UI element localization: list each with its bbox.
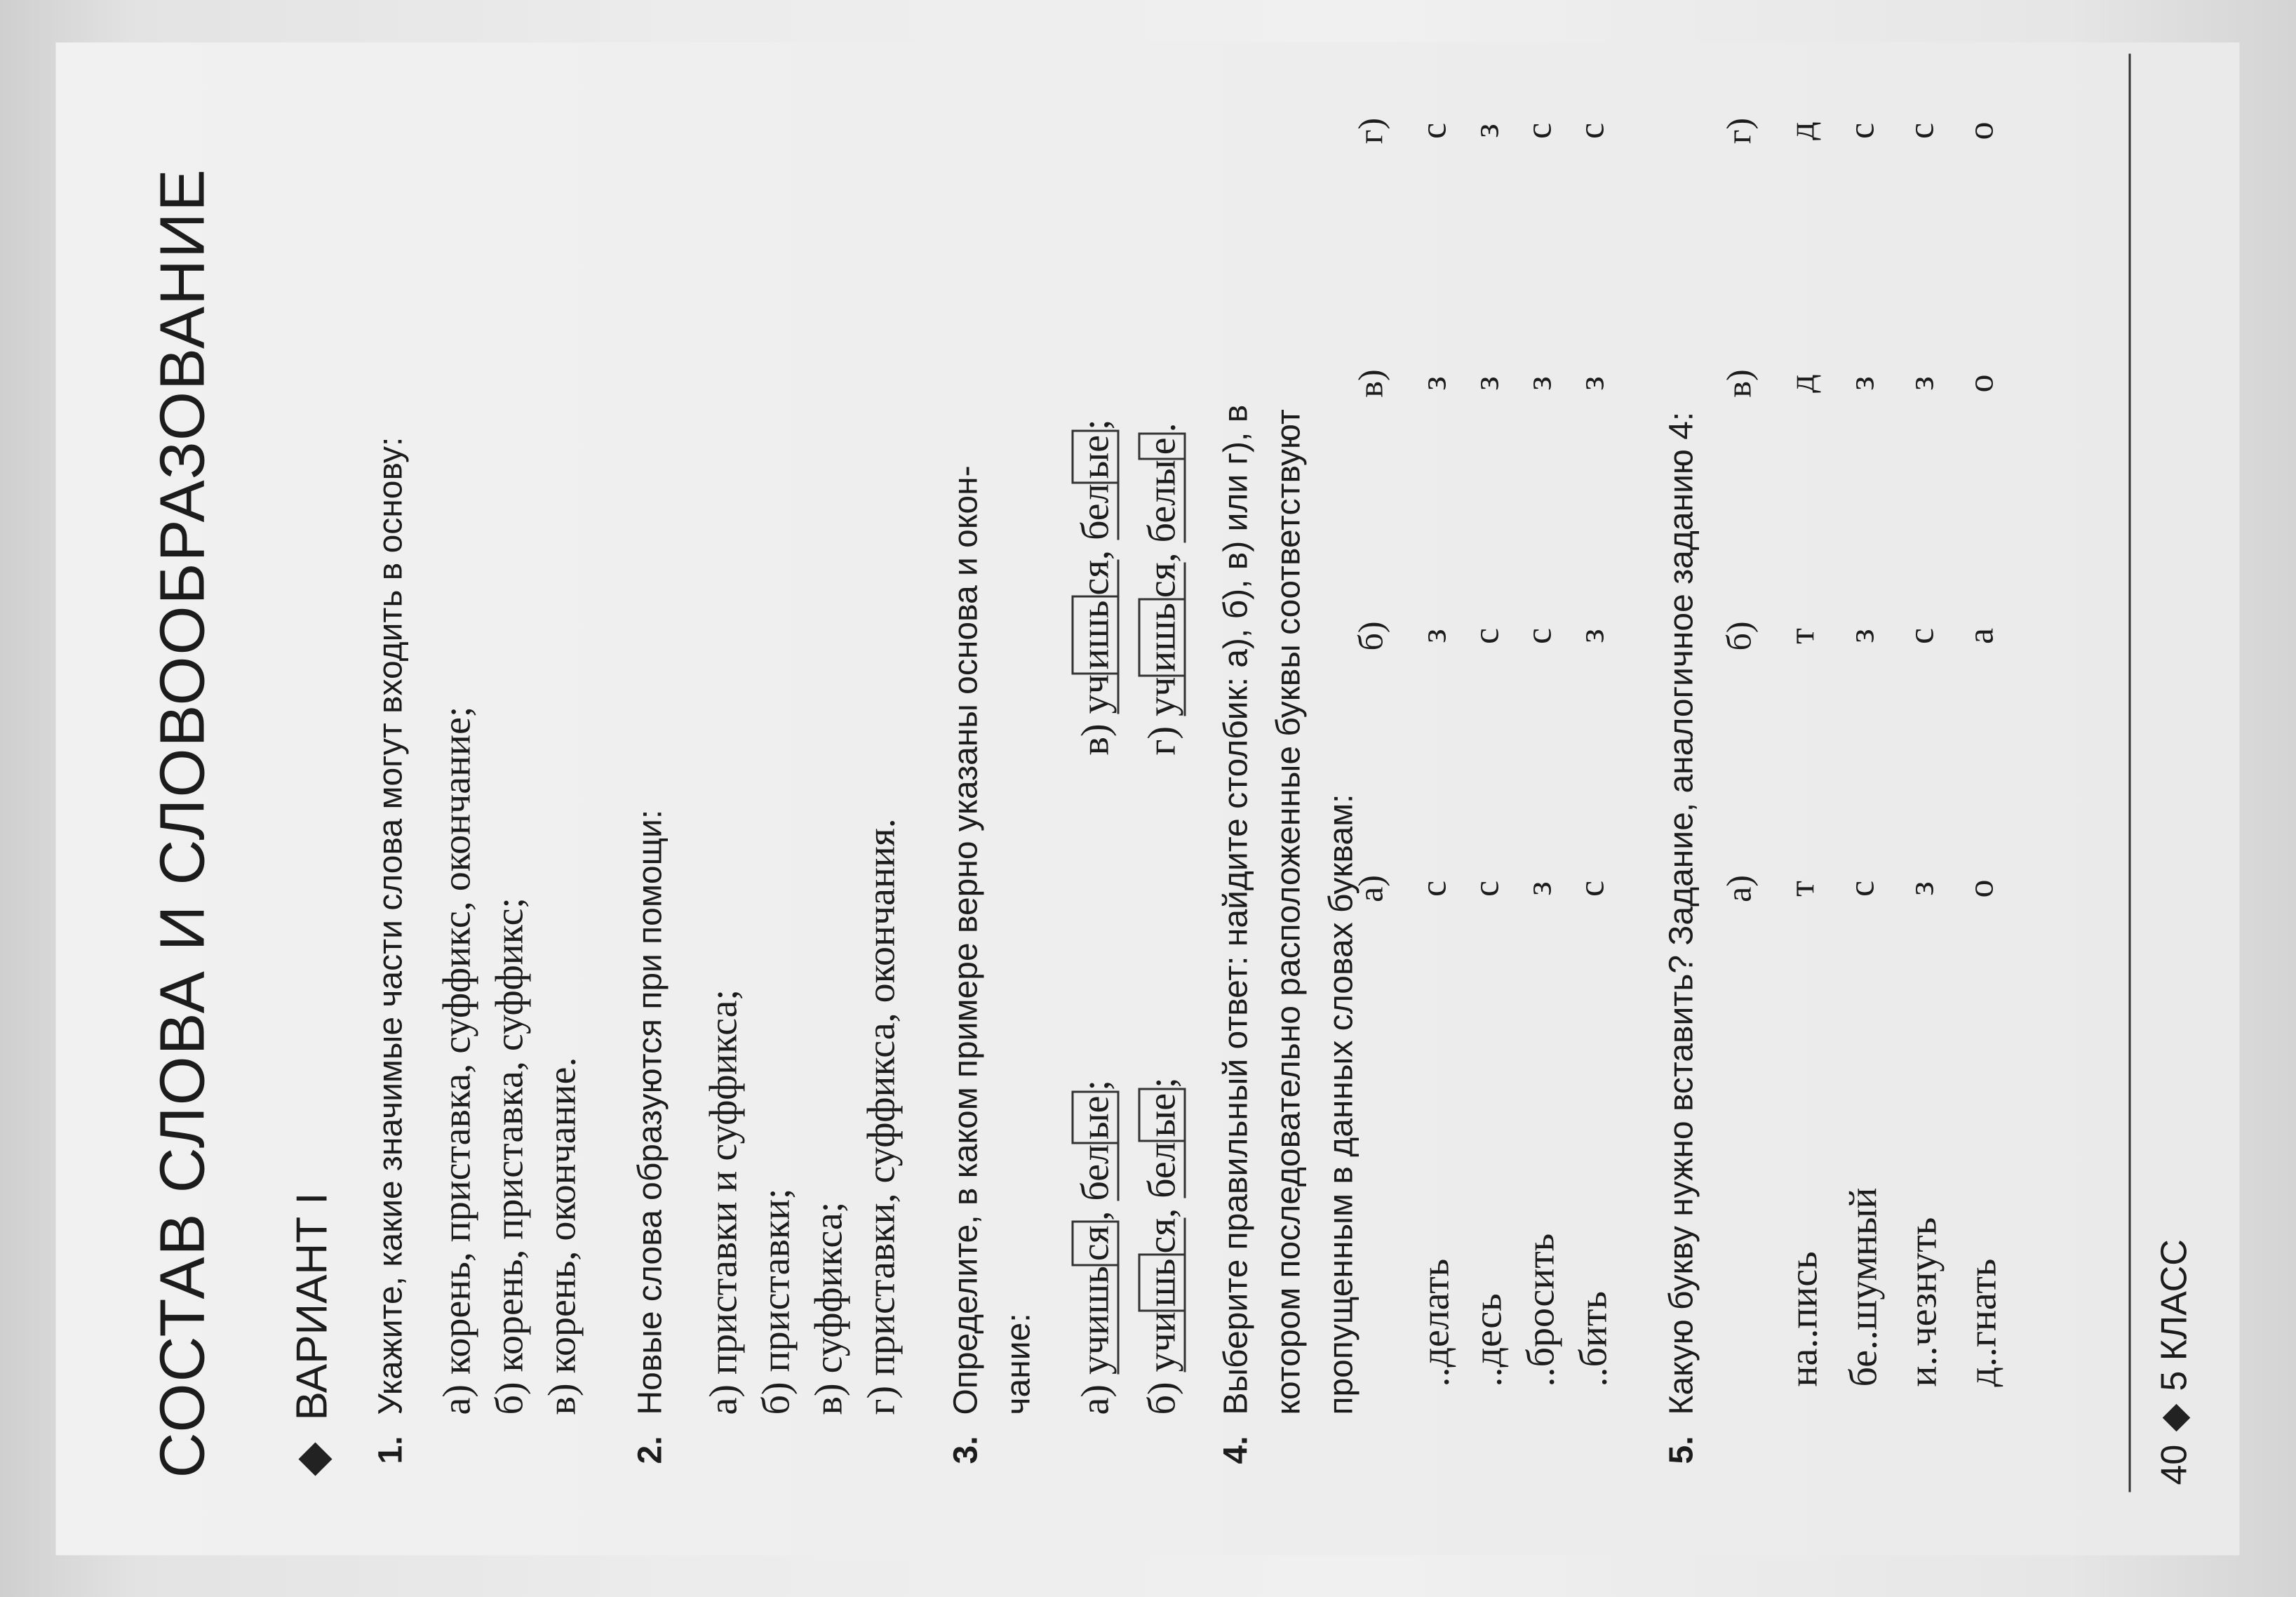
table-cell: д (1782, 121, 1822, 140)
question-number: 3. (947, 1436, 985, 1464)
photographed-sheet (56, 42, 2240, 1555)
word-ending: ые (1072, 430, 1120, 483)
word-stem: бел (1074, 1144, 1120, 1201)
table-cell: с (1414, 880, 1454, 897)
table-cell: з (1571, 629, 1612, 643)
table-cell: з (1571, 376, 1612, 391)
q2-option-b: б) приставки; (754, 1188, 798, 1415)
column-header-b: б) (1719, 621, 1759, 651)
question-number: 4. (1217, 1436, 1255, 1464)
diamond-bullet-icon (298, 1442, 332, 1476)
word-ending: ся (1072, 1221, 1120, 1267)
terminator: ; (1140, 1077, 1184, 1088)
variant-label: ВАРИАНТ I (288, 1192, 337, 1421)
table-cell: з (1841, 629, 1882, 643)
q3-option-a (1073, 1080, 1118, 1415)
word-ending: шь (1139, 1254, 1186, 1312)
table-cell: о (1961, 374, 2001, 393)
option-label: г) (1140, 726, 1184, 756)
q1-option-b: б) корень, приставка, суффикс; (488, 897, 532, 1415)
word-stem: бел (1141, 1142, 1186, 1198)
word-postfix: ся (1074, 560, 1120, 596)
grade-label: 5 КЛАСС (2154, 1239, 2195, 1391)
terminator: ; (1073, 419, 1117, 430)
terminator: . (1140, 422, 1184, 433)
q1-option-c: в) корень, окончание. (540, 1057, 584, 1415)
separator: , (1140, 1208, 1184, 1218)
table-cell: з (1466, 376, 1507, 391)
question-text: Новые слова образуются при помощи: (631, 809, 669, 1415)
table-cell: о (1961, 121, 2001, 140)
table-cell: с (1571, 122, 1612, 140)
word-ending: ые (1139, 1088, 1186, 1142)
table-cell: с (1901, 122, 1942, 140)
question-number: 2. (631, 1436, 669, 1464)
variant-heading (288, 1192, 337, 1471)
q3-option-c (1073, 419, 1118, 755)
question-4 (1217, 405, 1256, 1464)
q3-option-b (1140, 1077, 1185, 1415)
table-cell: з (1414, 629, 1454, 643)
table-row-word: бе..шумный (1841, 1187, 1886, 1387)
word-ending: ишь (1139, 598, 1186, 677)
q2-option-d: г) приставки, суффикса, окончания. (859, 818, 904, 1415)
question-2 (631, 810, 670, 1464)
option-label: в) (1073, 723, 1117, 756)
separator: , (1073, 549, 1117, 560)
table-cell: а (1961, 627, 2001, 645)
table-cell: з (1414, 376, 1454, 391)
textbook-page (56, 43, 2240, 1556)
word-stem: уч (1074, 674, 1120, 714)
table-row-word: ..десь (1466, 1293, 1510, 1387)
question-5 (1663, 412, 1701, 1464)
word-stem: учи (1141, 1311, 1186, 1372)
table-row-word: ..делать (1414, 1258, 1458, 1387)
separator: , (1073, 1210, 1117, 1221)
table-cell: с (1571, 880, 1612, 897)
table-row-word: на..пись (1782, 1251, 1826, 1387)
table-cell: т (1782, 881, 1822, 897)
word-stem: уч (1141, 677, 1186, 716)
q1-option-a: а) корень, приставка, суффикс, окончание; (435, 706, 479, 1415)
column-header-c: в) (1719, 369, 1759, 398)
question-text-line2: чание: (1000, 1313, 1038, 1415)
q2-option-a: а) приставки и суффикса; (701, 989, 746, 1415)
separator: , (1140, 552, 1184, 563)
question-text-line2: котором последовательно расположенные буквы соответствуют (1270, 409, 1308, 1415)
question-text-line1: Определите, в каком примере верно указаны основа и окон- (947, 465, 985, 1415)
table-cell: з (1519, 881, 1559, 896)
question-number: 5. (1663, 1436, 1700, 1464)
column-header-a: а) (1719, 875, 1759, 902)
question-3 (947, 465, 986, 1464)
table-cell: с (1519, 627, 1559, 645)
question-text-line3: пропущенным в данных словах буквам: (1322, 794, 1360, 1415)
table-cell: з (1901, 376, 1942, 391)
column-header-c: в) (1350, 369, 1390, 398)
word-ending: ые (1072, 1091, 1120, 1144)
table-row-word: ..бросить (1519, 1233, 1563, 1387)
table-cell: с (1841, 122, 1882, 140)
table-row-word: д..гнать (1961, 1258, 2005, 1387)
word-postfix: ся (1141, 562, 1186, 598)
page-footer (2154, 1239, 2196, 1485)
table-cell: о (1961, 879, 2001, 898)
table-cell: з (1466, 123, 1507, 138)
table-cell: т (1782, 628, 1822, 644)
table-cell: д (1782, 374, 1822, 393)
table-cell: с (1841, 880, 1882, 897)
table-cell: с (1519, 122, 1559, 140)
column-header-a: а) (1350, 875, 1390, 902)
word-postfix: ся (1141, 1218, 1186, 1254)
table-cell: с (1414, 122, 1454, 140)
word-stem: бел (1074, 483, 1120, 540)
table-cell: з (1901, 881, 1942, 896)
question-text-line1: Выберите правильный ответ: найдите столбик: а), б), в) или г), в (1217, 404, 1255, 1415)
footer-divider (2129, 54, 2131, 1492)
table-cell: с (1901, 627, 1942, 645)
q3-option-d (1140, 422, 1185, 755)
table-cell: з (1841, 376, 1882, 391)
option-label: б) (1140, 1382, 1184, 1415)
word-stem: белы (1141, 460, 1186, 542)
question-text: Какую букву нужно вставить? Задание, аналогичное заданию 4: (1663, 411, 1700, 1415)
table-cell: з (1519, 376, 1559, 391)
table-row-word: ..бить (1571, 1291, 1616, 1387)
table-cell: с (1466, 627, 1507, 645)
diamond-bullet-icon (2163, 1404, 2191, 1432)
column-header-b: б) (1350, 621, 1390, 651)
question-text: Укажите, какие значимые части слова могут входить в основу: (372, 436, 410, 1415)
question-1 (372, 437, 410, 1464)
table-cell: с (1466, 880, 1507, 897)
q2-option-c: в) суффикса; (807, 1201, 851, 1415)
page-number: 40 (2154, 1444, 2195, 1485)
table-row-word: и..чезнуть (1901, 1217, 1945, 1387)
column-header-d: г) (1719, 117, 1759, 145)
option-label: а) (1073, 1384, 1117, 1415)
question-number: 1. (372, 1436, 410, 1464)
word-stem: учишь (1074, 1266, 1120, 1375)
word-ending: е (1139, 432, 1186, 460)
word-ending: ишь (1072, 596, 1120, 675)
terminator: ; (1073, 1079, 1117, 1091)
column-header-d: г) (1350, 117, 1390, 145)
page-title: СОСТАВ СЛОВА И СЛОВООБРАЗОВАНИЕ (147, 168, 218, 1478)
